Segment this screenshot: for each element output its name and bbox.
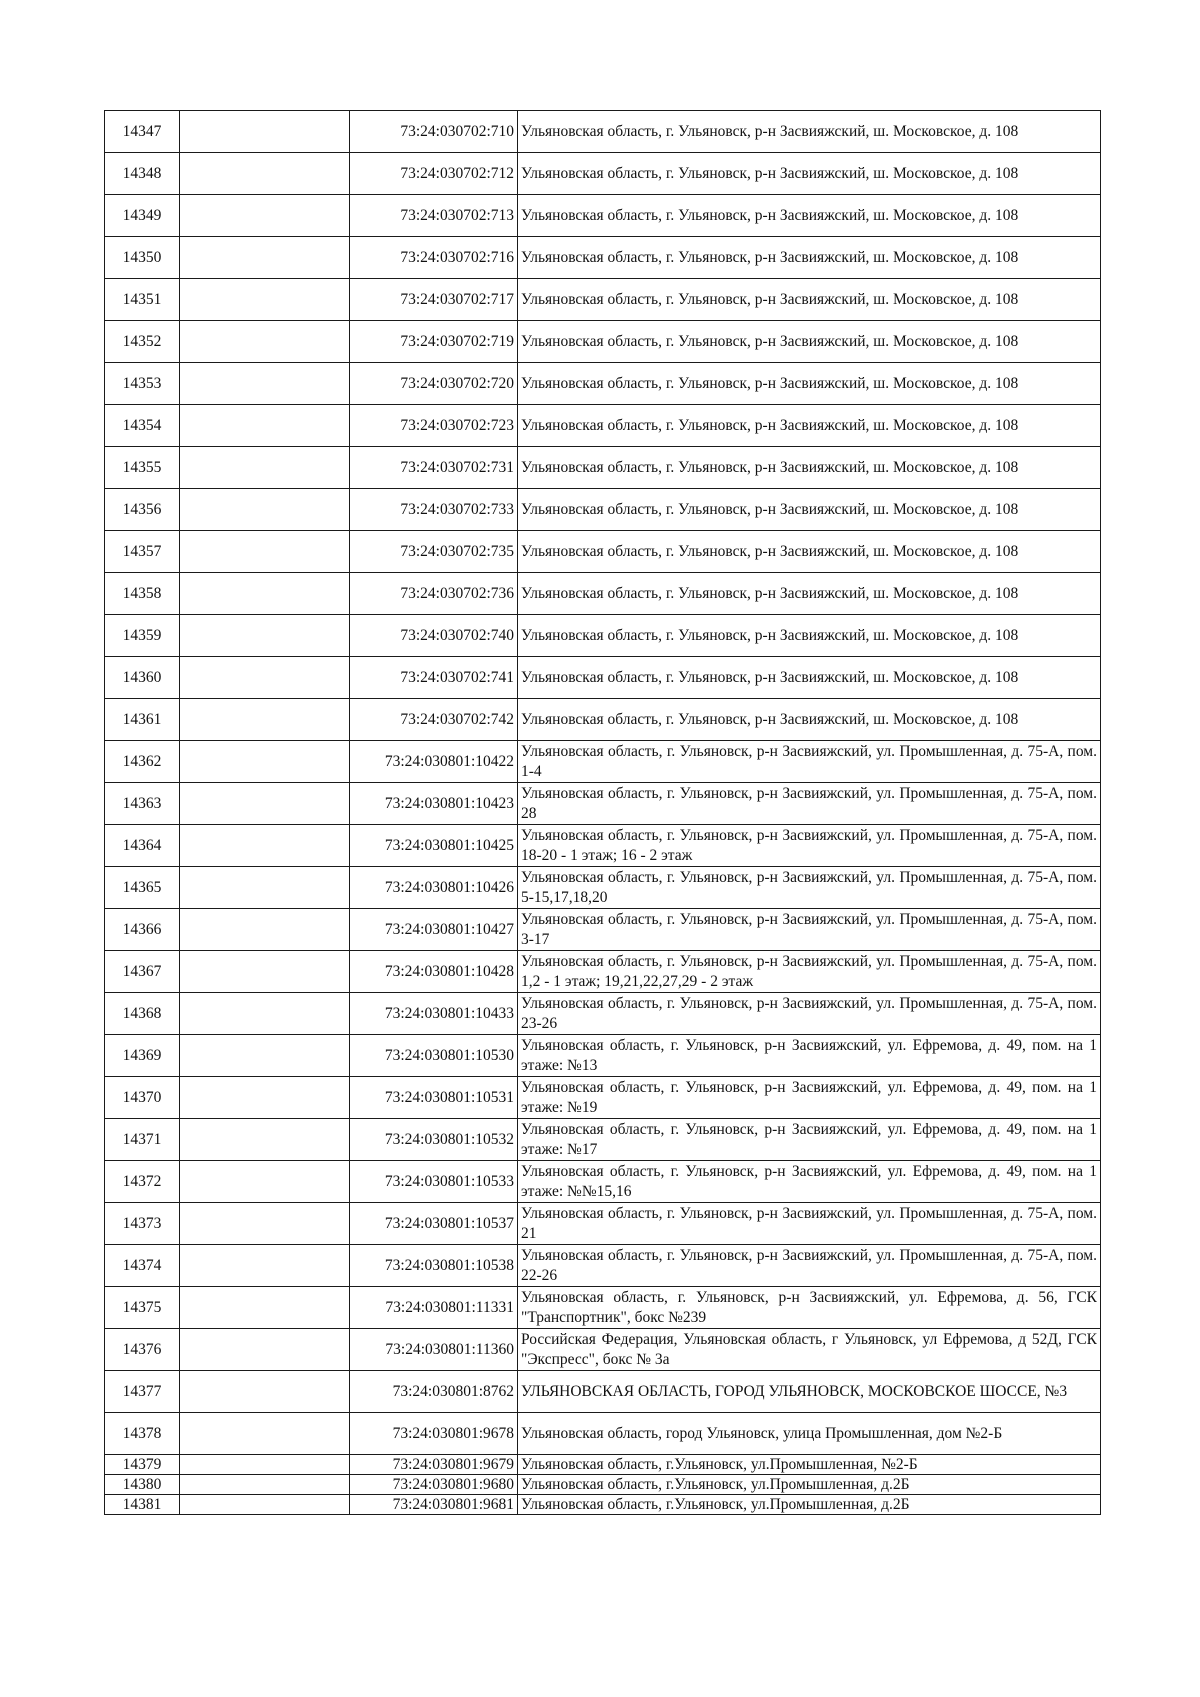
table-row (105, 1329, 1101, 1371)
cadastral-number-cell: 73:24:030801:10533 (350, 1161, 518, 1203)
row-number-cell: 14348 (105, 153, 180, 195)
cadastral-number-cell: 73:24:030801:10433 (350, 993, 518, 1035)
address-cell: Ульяновская область, г. Ульяновск, р-н Засвияжский, ш. Московское, д. 108 (518, 405, 1101, 447)
cadastral-number-cell: 73:24:030702:716 (350, 237, 518, 279)
table-row (105, 111, 1101, 153)
cadastral-number-cell: 73:24:030801:11331 (350, 1287, 518, 1329)
cadastral-number-cell: 73:24:030801:10531 (350, 1077, 518, 1119)
row-number-cell: 14372 (105, 1161, 180, 1203)
address-cell: Ульяновская область, г. Ульяновск, р-н Засвияжский, ш. Московское, д. 108 (518, 153, 1101, 195)
row-blank-cell (180, 1119, 350, 1161)
table-row (105, 741, 1101, 783)
address-cell: Ульяновская область, г. Ульяновск, р-н Засвияжский, ш. Московское, д. 108 (518, 615, 1101, 657)
address-cell: Ульяновская область, г. Ульяновск, р-н Засвияжский, ул. Промышленная, д. 75-А, пом. 23-26 (518, 993, 1101, 1035)
row-number-cell: 14375 (105, 1287, 180, 1329)
row-number-cell: 14355 (105, 447, 180, 489)
address-cell: Ульяновская область, г. Ульяновск, р-н Засвияжский, ул. Промышленная, д. 75-А, пом. 3-17 (518, 909, 1101, 951)
cadastral-number-cell: 73:24:030801:10427 (350, 909, 518, 951)
table-row (105, 447, 1101, 489)
address-cell: Ульяновская область, г. Ульяновск, р-н Засвияжский, ш. Московское, д. 108 (518, 321, 1101, 363)
cadastral-number-cell: 73:24:030801:10423 (350, 783, 518, 825)
row-number-cell: 14354 (105, 405, 180, 447)
row-number-cell: 14360 (105, 657, 180, 699)
table-row (105, 1413, 1101, 1455)
row-number-cell: 14381 (105, 1495, 180, 1515)
address-cell: Ульяновская область, г. Ульяновск, р-н Засвияжский, ул. Ефремова, д. 56, ГСК "Транспортник", бокс №239 (518, 1287, 1101, 1329)
row-blank-cell (180, 447, 350, 489)
row-blank-cell (180, 1203, 350, 1245)
address-cell: Ульяновская область, г. Ульяновск, р-н Засвияжский, ш. Московское, д. 108 (518, 195, 1101, 237)
table-row (105, 657, 1101, 699)
cadastral-number-cell: 73:24:030801:10426 (350, 867, 518, 909)
row-number-cell: 14363 (105, 783, 180, 825)
row-blank-cell (180, 1245, 350, 1287)
address-cell: Ульяновская область, г. Ульяновск, р-н Засвияжский, ш. Московское, д. 108 (518, 489, 1101, 531)
table-row (105, 279, 1101, 321)
address-cell: УЛЬЯНОВСКАЯ ОБЛАСТЬ, ГОРОД УЛЬЯНОВСК, МОСКОВСКОЕ ШОССЕ, №3 (518, 1371, 1101, 1413)
row-number-cell: 14370 (105, 1077, 180, 1119)
table-row (105, 1475, 1101, 1495)
table-row (105, 699, 1101, 741)
table-row (105, 489, 1101, 531)
row-blank-cell (180, 363, 350, 405)
address-cell: Ульяновская область, г. Ульяновск, р-н Засвияжский, ул. Промышленная, д. 75-А, пом. 1-4 (518, 741, 1101, 783)
table-row (105, 573, 1101, 615)
row-blank-cell (180, 951, 350, 993)
address-cell: Ульяновская область, г. Ульяновск, р-н Засвияжский, ш. Московское, д. 108 (518, 111, 1101, 153)
row-number-cell: 14376 (105, 1329, 180, 1371)
row-number-cell: 14357 (105, 531, 180, 573)
row-blank-cell (180, 1035, 350, 1077)
table-row (105, 1035, 1101, 1077)
row-blank-cell (180, 489, 350, 531)
cadastral-number-cell: 73:24:030801:9678 (350, 1413, 518, 1455)
row-blank-cell (180, 783, 350, 825)
row-blank-cell (180, 615, 350, 657)
address-cell: Ульяновская область, г.Ульяновск, ул.Промышленная, д.2Б (518, 1475, 1101, 1495)
cadastral-number-cell: 73:24:030801:10425 (350, 825, 518, 867)
cadastral-number-cell: 73:24:030801:10428 (350, 951, 518, 993)
table-row (105, 531, 1101, 573)
address-cell: Ульяновская область, г. Ульяновск, р-н Засвияжский, ул. Промышленная, д. 75-А, пом. 22-26 (518, 1245, 1101, 1287)
row-number-cell: 14365 (105, 867, 180, 909)
registry-table-body (105, 111, 1101, 1515)
row-number-cell: 14361 (105, 699, 180, 741)
row-number-cell: 14367 (105, 951, 180, 993)
table-row (105, 1161, 1101, 1203)
row-blank-cell (180, 321, 350, 363)
row-blank-cell (180, 405, 350, 447)
address-cell: Ульяновская область, г. Ульяновск, р-н Засвияжский, ш. Московское, д. 108 (518, 363, 1101, 405)
row-number-cell: 14358 (105, 573, 180, 615)
cadastral-number-cell: 73:24:030801:9680 (350, 1475, 518, 1495)
table-row (105, 1495, 1101, 1515)
row-number-cell: 14349 (105, 195, 180, 237)
row-blank-cell (180, 1287, 350, 1329)
table-row (105, 1077, 1101, 1119)
table-row (105, 321, 1101, 363)
row-blank-cell (180, 195, 350, 237)
row-blank-cell (180, 1475, 350, 1495)
address-cell: Ульяновская область, г. Ульяновск, р-н Засвияжский, ул. Промышленная, д. 75-А, пом. 28 (518, 783, 1101, 825)
row-blank-cell (180, 1413, 350, 1455)
row-number-cell: 14350 (105, 237, 180, 279)
table-row (105, 1119, 1101, 1161)
address-cell: Ульяновская область, г. Ульяновск, р-н Засвияжский, ул. Ефремова, д. 49, пом. на 1 этаже: №13 (518, 1035, 1101, 1077)
row-blank-cell (180, 153, 350, 195)
address-cell: Ульяновская область, г. Ульяновск, р-н Засвияжский, ул. Ефремова, д. 49, пом. на 1 этаже: №№15,16 (518, 1161, 1101, 1203)
table-row (105, 993, 1101, 1035)
cadastral-number-cell: 73:24:030801:10537 (350, 1203, 518, 1245)
address-cell: Ульяновская область, г. Ульяновск, р-н Засвияжский, ул. Промышленная, д. 75-А, пом. 21 (518, 1203, 1101, 1245)
cadastral-number-cell: 73:24:030702:712 (350, 153, 518, 195)
table-row (105, 1245, 1101, 1287)
table-row (105, 951, 1101, 993)
cadastral-number-cell: 73:24:030801:10422 (350, 741, 518, 783)
address-cell: Ульяновская область, г. Ульяновск, р-н Засвияжский, ш. Московское, д. 108 (518, 447, 1101, 489)
row-number-cell: 14362 (105, 741, 180, 783)
row-blank-cell (180, 279, 350, 321)
cadastral-number-cell: 73:24:030702:740 (350, 615, 518, 657)
table-row (105, 1203, 1101, 1245)
table-row (105, 1455, 1101, 1475)
row-number-cell: 14356 (105, 489, 180, 531)
address-cell: Ульяновская область, город Ульяновск, улица Промышленная, дом №2-Б (518, 1413, 1101, 1455)
row-number-cell: 14364 (105, 825, 180, 867)
row-blank-cell (180, 1329, 350, 1371)
row-blank-cell (180, 237, 350, 279)
row-number-cell: 14368 (105, 993, 180, 1035)
row-blank-cell (180, 909, 350, 951)
cadastral-number-cell: 73:24:030702:733 (350, 489, 518, 531)
cadastral-number-cell: 73:24:030801:10538 (350, 1245, 518, 1287)
table-row (105, 405, 1101, 447)
row-blank-cell (180, 699, 350, 741)
table-row (105, 195, 1101, 237)
table-row (105, 825, 1101, 867)
row-blank-cell (180, 741, 350, 783)
address-cell: Ульяновская область, г. Ульяновск, р-н Засвияжский, ш. Московское, д. 108 (518, 699, 1101, 741)
row-blank-cell (180, 825, 350, 867)
cadastral-number-cell: 73:24:030702:742 (350, 699, 518, 741)
property-registry-table (104, 110, 1101, 1515)
address-cell: Ульяновская область, г. Ульяновск, р-н Засвияжский, ул. Ефремова, д. 49, пом. на 1 этаже: №17 (518, 1119, 1101, 1161)
row-number-cell: 14359 (105, 615, 180, 657)
address-cell: Ульяновская область, г. Ульяновск, р-н Засвияжский, ш. Московское, д. 108 (518, 573, 1101, 615)
cadastral-number-cell: 73:24:030801:10532 (350, 1119, 518, 1161)
address-cell: Ульяновская область, г. Ульяновск, р-н Засвияжский, ул. Промышленная, д. 75-А, пом. 1,2 - 1 этаж; 19,21,22,27,29 - 2 этаж (518, 951, 1101, 993)
table-row (105, 615, 1101, 657)
row-number-cell: 14374 (105, 1245, 180, 1287)
table-row (105, 1371, 1101, 1413)
address-cell: Российская Федерация, Ульяновская область, г Ульяновск, ул Ефремова, д 52Д, ГСК "Экспресс", бокс № 3а (518, 1329, 1101, 1371)
cadastral-number-cell: 73:24:030702:719 (350, 321, 518, 363)
address-cell: Ульяновская область, г. Ульяновск, р-н Засвияжский, ул. Ефремова, д. 49, пом. на 1 этаже: №19 (518, 1077, 1101, 1119)
row-blank-cell (180, 1077, 350, 1119)
row-number-cell: 14369 (105, 1035, 180, 1077)
row-number-cell: 14379 (105, 1455, 180, 1475)
row-blank-cell (180, 111, 350, 153)
cadastral-number-cell: 73:24:030702:717 (350, 279, 518, 321)
address-cell: Ульяновская область, г. Ульяновск, р-н Засвияжский, ул. Промышленная, д. 75-А, пом. 18-20 - 1 этаж; 16 - 2 этаж (518, 825, 1101, 867)
row-number-cell: 14378 (105, 1413, 180, 1455)
cadastral-number-cell: 73:24:030702:736 (350, 573, 518, 615)
row-number-cell: 14347 (105, 111, 180, 153)
row-number-cell: 14373 (105, 1203, 180, 1245)
address-cell: Ульяновская область, г.Ульяновск, ул.Промышленная, д.2Б (518, 1495, 1101, 1515)
address-cell: Ульяновская область, г. Ульяновск, р-н Засвияжский, ш. Московское, д. 108 (518, 279, 1101, 321)
row-number-cell: 14377 (105, 1371, 180, 1413)
table-row (105, 363, 1101, 405)
cadastral-number-cell: 73:24:030702:720 (350, 363, 518, 405)
row-number-cell: 14380 (105, 1475, 180, 1495)
table-row (105, 867, 1101, 909)
table-row (105, 909, 1101, 951)
cadastral-number-cell: 73:24:030702:731 (350, 447, 518, 489)
row-blank-cell (180, 1495, 350, 1515)
row-blank-cell (180, 993, 350, 1035)
row-number-cell: 14371 (105, 1119, 180, 1161)
row-blank-cell (180, 531, 350, 573)
address-cell: Ульяновская область, г. Ульяновск, р-н Засвияжский, ул. Промышленная, д. 75-А, пом. 5-15,17,18,20 (518, 867, 1101, 909)
address-cell: Ульяновская область, г. Ульяновск, р-н Засвияжский, ш. Московское, д. 108 (518, 657, 1101, 699)
address-cell: Ульяновская область, г. Ульяновск, р-н Засвияжский, ш. Московское, д. 108 (518, 237, 1101, 279)
row-blank-cell (180, 867, 350, 909)
address-cell: Ульяновская область, г.Ульяновск, ул.Промышленная, №2-Б (518, 1455, 1101, 1475)
row-blank-cell (180, 1161, 350, 1203)
row-blank-cell (180, 657, 350, 699)
row-blank-cell (180, 1455, 350, 1475)
cadastral-number-cell: 73:24:030801:11360 (350, 1329, 518, 1371)
cadastral-number-cell: 73:24:030801:9681 (350, 1495, 518, 1515)
cadastral-number-cell: 73:24:030702:723 (350, 405, 518, 447)
cadastral-number-cell: 73:24:030801:8762 (350, 1371, 518, 1413)
row-number-cell: 14353 (105, 363, 180, 405)
cadastral-number-cell: 73:24:030702:710 (350, 111, 518, 153)
cadastral-number-cell: 73:24:030702:741 (350, 657, 518, 699)
row-number-cell: 14351 (105, 279, 180, 321)
table-row (105, 783, 1101, 825)
table-row (105, 153, 1101, 195)
cadastral-number-cell: 73:24:030702:735 (350, 531, 518, 573)
row-blank-cell (180, 1371, 350, 1413)
cadastral-number-cell: 73:24:030702:713 (350, 195, 518, 237)
table-row (105, 1287, 1101, 1329)
cadastral-number-cell: 73:24:030801:10530 (350, 1035, 518, 1077)
row-number-cell: 14352 (105, 321, 180, 363)
cadastral-number-cell: 73:24:030801:9679 (350, 1455, 518, 1475)
table-row (105, 237, 1101, 279)
row-number-cell: 14366 (105, 909, 180, 951)
row-blank-cell (180, 573, 350, 615)
address-cell: Ульяновская область, г. Ульяновск, р-н Засвияжский, ш. Московское, д. 108 (518, 531, 1101, 573)
